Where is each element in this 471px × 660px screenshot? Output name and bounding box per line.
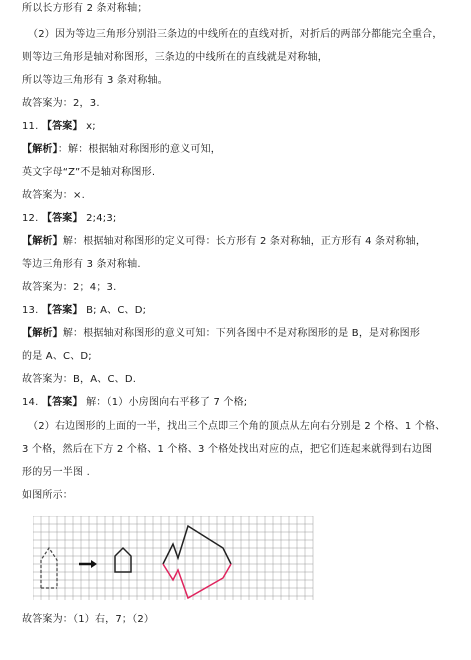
text-line: 故答案为：2，3. xyxy=(22,98,100,109)
question-13-answer xyxy=(22,304,463,318)
text-line: 等边三角形有 3 条对称轴. xyxy=(22,259,141,270)
answer-text: 2;4;3; xyxy=(86,213,117,224)
question-13-analysis xyxy=(22,327,463,341)
question-12-answer xyxy=(22,212,463,226)
question-number: 13. xyxy=(22,305,39,316)
answer-tag: 【答案】 xyxy=(41,121,83,132)
question-11-analysis xyxy=(22,143,463,157)
text-line: 形的另一半图 . xyxy=(22,467,90,478)
question-number: 11. xyxy=(22,121,39,132)
given-half-shape xyxy=(163,526,231,564)
answer-tag: 【答案】 xyxy=(41,397,83,408)
answer-tag: 【答案】 xyxy=(41,305,83,316)
grid-figure xyxy=(33,516,315,602)
answer-tag: 【答案】 xyxy=(41,213,83,224)
text-line: 的是 A、C、D; xyxy=(22,351,92,362)
text-line: 所以长方形有 2 条对称轴； xyxy=(22,3,148,14)
text-line: 故答案为：2；4；3. xyxy=(22,282,117,293)
analysis-text: 解：根据轴对称图形的意义可知：下列各图中不是对称图形的是 B，是对称图形 xyxy=(62,328,421,339)
text-line: 故答案为：×. xyxy=(22,190,85,201)
text-line: 故答案为：B，A、C、D. xyxy=(22,374,137,385)
grid-lines xyxy=(33,516,313,600)
answer-text: x; xyxy=(86,121,96,132)
analysis-tag: 【解析】 xyxy=(22,144,58,155)
answer-text: 解：（1）小房图向右平移了 7 个格; xyxy=(86,397,248,408)
text-line: 3 个格，然后在下方 2 个格、1 个格、3 个格处找出对应的点，把它们连起来就得到右边图 xyxy=(22,444,433,455)
text-line: （2）因为等边三角形分别沿三条边的中线所在的直线对折，对折后的两部分都能完全重合， xyxy=(28,29,443,40)
text-line: 则等边三角形是轴对称图形，三条边的中线所在的直线就是对称轴， xyxy=(22,52,328,63)
translated-house xyxy=(115,548,131,572)
analysis-tag: 【解析】 xyxy=(22,328,63,339)
question-number: 12. xyxy=(22,213,39,224)
answer-text: B; A、C、D; xyxy=(86,305,147,316)
question-number: 14. xyxy=(22,397,39,408)
text-line: 故答案为：（1）右，7；（2） xyxy=(22,614,155,625)
question-14-answer xyxy=(22,396,463,410)
question-11-answer xyxy=(22,120,463,134)
question-12-analysis xyxy=(22,235,463,249)
completed-half-shape xyxy=(163,564,231,598)
analysis-tag: 【解析】 xyxy=(22,236,63,247)
analysis-text: ：解：根据轴对称图形的意义可知， xyxy=(57,144,222,155)
analysis-text: 解：根据轴对称图形的定义可得：长方形有 2 条对称轴，正方形有 4 条对称轴， xyxy=(62,236,427,247)
translation-arrow xyxy=(79,560,97,568)
text-line: 如图所示： xyxy=(22,490,73,501)
text-line: （2）右边图形的上面的一半，找出三个点即三个角的顶点从左向右分别是 2 个格、1 个格、 xyxy=(28,421,446,432)
text-line: 英文字母“Z”不是轴对称图形. xyxy=(22,167,156,178)
text-line: 所以等边三角形有 3 条对称轴。 xyxy=(22,75,168,86)
